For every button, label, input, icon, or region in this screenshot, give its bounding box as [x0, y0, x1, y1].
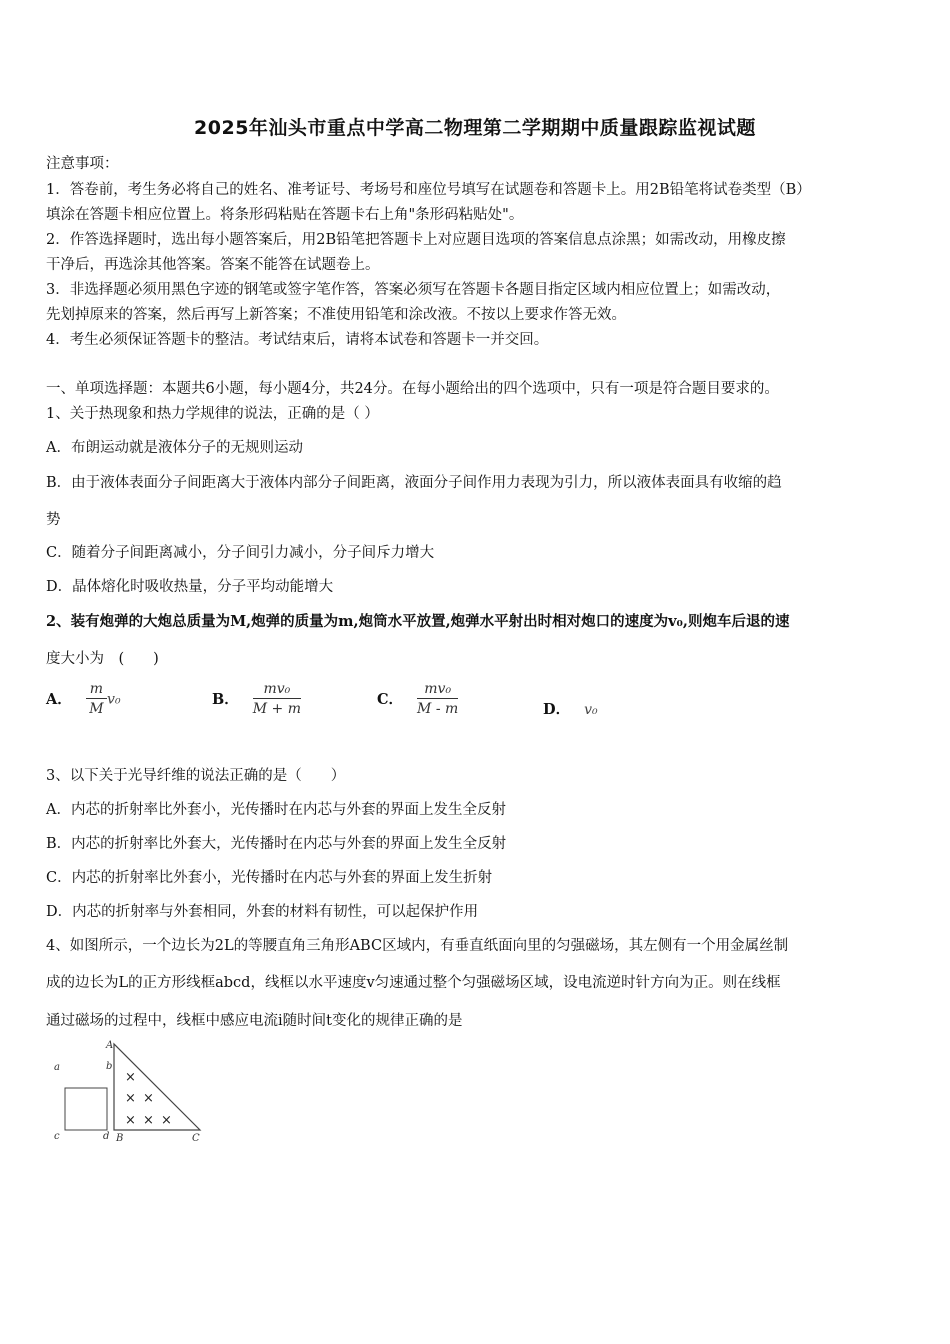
- question-1-option-b: B．由于液体表面分子间距离大于液体内部分子间距离，液面分子间作用力表现为引力，所以液体表面具有收缩的趋: [46, 475, 782, 491]
- square-loop: [65, 1088, 107, 1130]
- question-3-option-a: A．内芯的折射率比外套小，光传播时在内芯与外套的界面上发生全反射: [46, 802, 506, 818]
- option-label: C．: [377, 690, 404, 708]
- magnetic-field-figure: [44, 1038, 214, 1148]
- notice-line: 干净后，再选涂其他答案。答案不能答在试题卷上。: [46, 257, 380, 273]
- velocity-symbol: v₀: [584, 702, 598, 718]
- field-cross-icon: ×: [143, 1113, 154, 1128]
- notice-line: 填涂在答题卡相应位置上。将条形码粘贴在答题卡右上角"条形码粘贴处"。: [46, 207, 524, 223]
- question-3-option-c: C．内芯的折射率比外套小，光传播时在内芯与外套的界面上发生折射: [46, 870, 493, 886]
- notice-heading: 注意事项：: [46, 156, 119, 172]
- question-3-option-b: B．内芯的折射率比外套大，光传播时在内芯与外套的界面上发生全反射: [46, 836, 507, 852]
- denominator: M: [89, 701, 104, 717]
- label-d: d: [103, 1131, 110, 1142]
- numerator: mv₀: [417, 680, 458, 699]
- field-cross-icon: ×: [143, 1091, 154, 1106]
- fraction: [253, 680, 301, 719]
- question-2-option-a: [46, 680, 121, 719]
- label-B: B: [116, 1133, 124, 1144]
- question-1-option-d: D．晶体熔化时吸收热量，分子平均动能增大: [46, 579, 334, 595]
- field-cross-icon: ×: [161, 1113, 172, 1128]
- fraction: [86, 680, 107, 719]
- denominator: M + m: [252, 701, 302, 717]
- question-4-stem-cont: 通过磁场的过程中，线框中感应电流i随时间t变化的规律正确的是: [46, 1013, 463, 1029]
- field-cross-icon: ×: [125, 1113, 136, 1128]
- notice-line: 3．非选择题必须用黑色字迹的钢笔或签字笔作答，答案必须写在答题卡各题目指定区域内相应位置上；如需改动，: [46, 282, 781, 298]
- option-label: B．: [212, 690, 239, 708]
- velocity-symbol: v₀: [107, 691, 121, 708]
- label-a: a: [54, 1062, 60, 1073]
- label-b: b: [106, 1061, 113, 1072]
- field-cross-icon: ×: [125, 1091, 136, 1106]
- notice-line: 1．答卷前，考生务必将自己的姓名、准考证号、考场号和座位号填写在试题卷和答题卡上。用2B铅笔将试卷类型（B）: [46, 182, 811, 198]
- page-title: 2025年汕头市重点中学高二物理第二学期期中质量跟踪监视试题: [194, 117, 756, 139]
- question-2-option-d: [543, 698, 598, 719]
- fraction: [417, 680, 458, 719]
- question-2-option-c: [377, 680, 458, 719]
- numerator: m: [86, 680, 107, 699]
- question-2-stem-cont: 度大小为 ( ): [46, 651, 159, 667]
- numerator: mv₀: [253, 680, 301, 699]
- notice-line: 2．作答选择题时，选出每小题答案后，用2B铅笔把答题卡上对应题目选项的答案信息点涂黑；如需改动，用橡皮擦: [46, 232, 786, 248]
- question-4-stem: 4、如图所示，一个边长为2L的等腰直角三角形ABC区域内，有垂直纸面向里的匀强磁场，其左侧有一个用金属丝制: [46, 938, 789, 954]
- option-label: D．: [543, 701, 571, 718]
- notice-line: 4．考生必须保证答题卡的整洁。考试结束后，请将本试卷和答题卡一并交回。: [46, 332, 549, 348]
- label-c: c: [54, 1131, 60, 1142]
- question-3-option-d: D．内芯的折射率与外套相同，外套的材料有韧性，可以起保护作用: [46, 904, 479, 920]
- section-heading: 一、单项选择题：本题共6小题，每小题4分，共24分。在每小题给出的四个选项中，只有一项是符合题目要求的。: [46, 381, 779, 397]
- question-2-option-b: [212, 680, 301, 719]
- option-label: A．: [46, 690, 72, 708]
- field-cross-icon: ×: [125, 1070, 136, 1085]
- question-1-option-b-cont: 势: [46, 512, 61, 528]
- question-4-stem-cont: 成的边长为L的正方形线框abcd，线框以水平速度v匀速通过整个匀强磁场区域，设电流逆时针方向为正。则在线框: [46, 975, 781, 991]
- question-1-option-a: A．布朗运动就是液体分子的无规则运动: [46, 440, 303, 456]
- denominator: M - m: [417, 701, 459, 717]
- label-C: C: [192, 1133, 200, 1144]
- question-2-stem: 2、装有炮弹的大炮总质量为M,炮弹的质量为m,炮筒水平放置,炮弹水平射出时相对炮口的速度为v₀,则炮车后退的速: [46, 613, 790, 630]
- question-1-option-c: C．随着分子间距离减小，分子间引力减小，分子间斥力增大: [46, 545, 435, 561]
- question-3-stem: 3、以下关于光导纤维的说法正确的是（ ）: [46, 768, 346, 784]
- label-A: A: [106, 1040, 114, 1051]
- notice-line: 先划掉原来的答案，然后再写上新答案；不准使用铅笔和涂改液。不按以上要求作答无效。: [46, 307, 626, 323]
- question-1-stem: 1、关于热现象和热力学规律的说法，正确的是（ ）: [46, 406, 379, 422]
